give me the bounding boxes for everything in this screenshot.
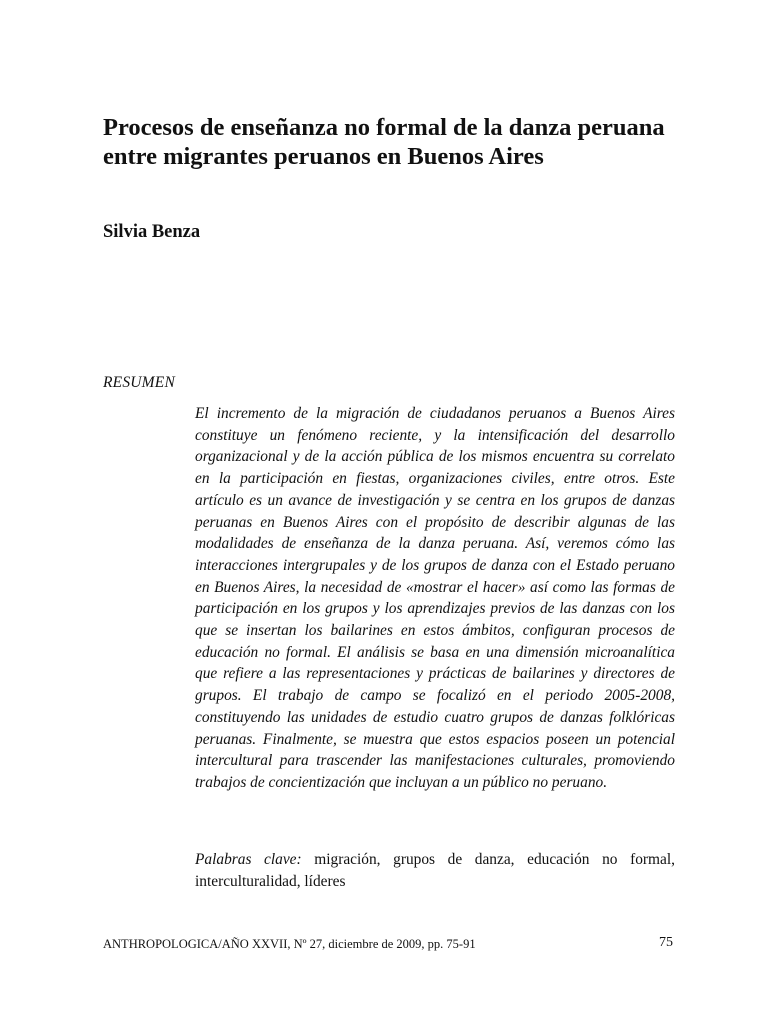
- article-title: Procesos de enseñanza no formal de la danza peruana entre migrantes peruanos en Buenos Aires: [103, 114, 665, 170]
- keywords-label: Palabras clave:: [195, 851, 302, 868]
- journal-citation: ANTHROPOLOGICA/AÑO XXVII, Nº 27, diciembre de 2009, pp. 75-91: [103, 937, 476, 951]
- keywords-text: migración, grupos de danza, educación no formal, interculturalidad, líderes: [195, 851, 675, 890]
- abstract-heading: RESUMEN: [103, 374, 175, 391]
- abstract-text: El incremento de la migración de ciudadanos peruanos a Buenos Aires constituye un fenómeno reciente, y la intensificación del desarrollo organizacional y de la acción pública de los mismos encuentra su correlato en la participación en fiestas, organizaciones civiles, entre otros. Este artículo es un avance de investigación y se centra en los grupos de danzas peruanas en Buenos Aires con el propósito de describir algunas de las modalidades de enseñanza de la danza peruana. Así, veremos cómo las interacciones intergrupales y de los grupos de danza con el Estado peruano en Buenos Aires, la necesidad de «mostrar el hacer» así como las formas de participación en los grupos y los aprendizajes previos de las danzas con los que se insertan los bailarines en estos ámbitos, configuran procesos de educación no formal. El análisis se basa en una dimensión microanalítica que refiere a las representaciones y prácticas de bailarines y directores de grupos. El trabajo de campo se focalizó en el periodo 2005-2008, constituyendo las unidades de estudio cuatro grupos de danzas folklóricas peruanas. Finalmente, se muestra que estos espacios poseen un potencial intercultural para trascender las manifestaciones culturales, promoviendo trabajos de concientización que incluyan a un público no peruano.: [195, 405, 675, 791]
- keywords: [195, 849, 675, 893]
- author-name: Silvia Benza: [103, 222, 201, 242]
- page-number: 75: [659, 935, 673, 950]
